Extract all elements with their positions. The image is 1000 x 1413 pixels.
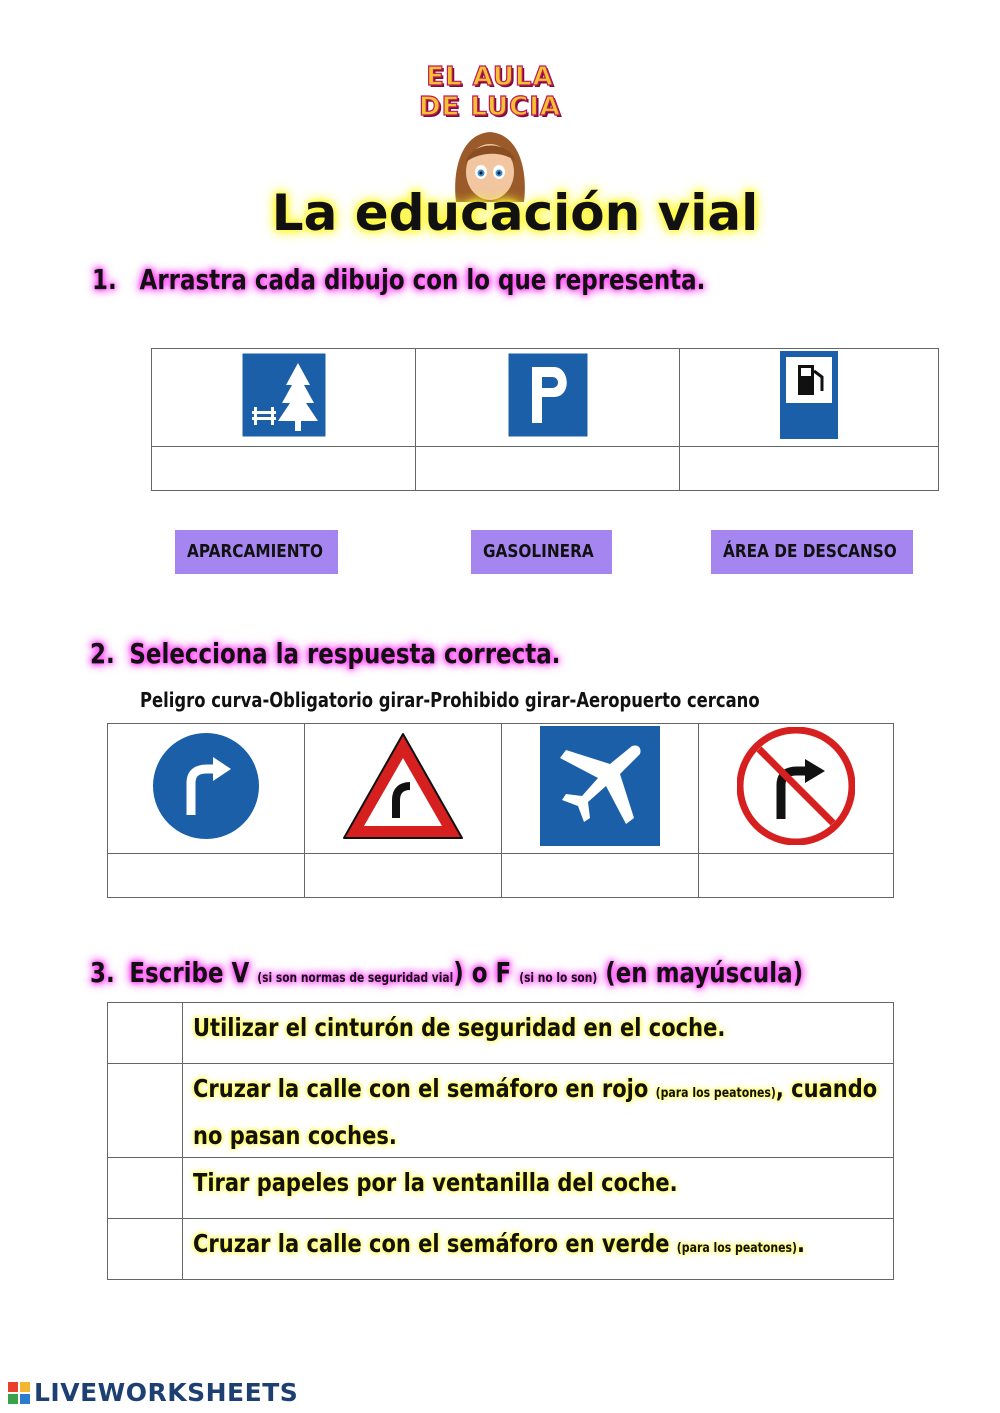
- statement-text: Tirar papeles por la ventanilla del coche.: [193, 1168, 678, 1197]
- section-1-title: [92, 262, 705, 298]
- section-3-title: [90, 955, 803, 997]
- true-false-table: [107, 1002, 894, 1280]
- statement-cell: [183, 1003, 894, 1064]
- section-2-text: Selecciona la respuesta correcta.: [129, 637, 561, 670]
- rest-area-sign-icon: [240, 351, 328, 439]
- answer-input[interactable]: [108, 1158, 183, 1219]
- option-chip-area-de-descanso[interactable]: ÁREA DE DESCANSO: [711, 530, 913, 574]
- sign-table-1: [151, 348, 939, 491]
- sign-cell: [502, 724, 699, 854]
- answer-cell[interactable]: [416, 447, 680, 491]
- section-3-note-b: (si no lo son): [519, 971, 598, 986]
- sign-cell: [416, 349, 680, 447]
- statement-tail: , cuando no pasan coches.: [193, 1074, 878, 1150]
- sign-table-2: [107, 723, 894, 898]
- statement-tail: .: [797, 1229, 806, 1258]
- logo-text: [400, 62, 580, 122]
- dangerous-curve-sign-icon: [338, 728, 468, 844]
- answer-input[interactable]: [108, 1003, 183, 1064]
- page-title: La educación vial: [271, 184, 759, 242]
- statement-text: Utilizar el cinturón de seguridad en el coche.: [193, 1013, 726, 1042]
- parking-sign-icon: [506, 351, 590, 439]
- sign-cell: [108, 724, 305, 854]
- section-1-number: 1.: [92, 263, 117, 296]
- option-chip-gasolinera[interactable]: GASOLINERA: [471, 530, 612, 574]
- section-3-text-c: (en mayúscula): [605, 956, 804, 989]
- gas-station-sign-icon: [778, 349, 840, 441]
- section-2-number: 2.: [90, 637, 115, 670]
- statement-note: (para los peatones): [676, 1241, 798, 1256]
- section-3-number: 3.: [90, 956, 115, 989]
- section-3-text-a: Escribe V: [129, 956, 250, 989]
- logo-line-1: EL AULA: [426, 62, 554, 92]
- statement-text: Cruzar la calle con el semáforo en rojo: [193, 1074, 649, 1103]
- answer-cell[interactable]: [680, 447, 939, 491]
- sign-cell: [152, 349, 416, 447]
- sign-cell: [680, 349, 939, 447]
- answer-input[interactable]: [108, 1219, 183, 1280]
- section-3-note-a: (si son normas de seguridad vial: [257, 971, 454, 986]
- answer-select[interactable]: [108, 854, 305, 898]
- footer-brand: LIVEWORKSHEETS: [34, 1378, 299, 1407]
- answer-select[interactable]: [502, 854, 699, 898]
- mandatory-turn-right-sign-icon: [147, 727, 265, 845]
- liveworksheets-logo-icon: [8, 1382, 30, 1404]
- statement-note: (para los peatones): [655, 1086, 776, 1101]
- statement-text: Cruzar la calle con el semáforo en verde: [193, 1229, 670, 1258]
- section-2-title: [90, 636, 560, 672]
- statement-cell: [183, 1064, 894, 1158]
- option-chip-aparcamiento[interactable]: APARCAMIENTO: [175, 530, 338, 574]
- sign-cell: [699, 724, 894, 854]
- section-3-text-b: ) o F: [453, 956, 512, 989]
- logo-line-2: DE LUCIA: [418, 92, 562, 122]
- answer-options-line: Peligro curva-Obligatorio girar-Prohibido girar-Aeropuerto cercano: [140, 688, 760, 712]
- answer-select[interactable]: [699, 854, 894, 898]
- answer-input[interactable]: [108, 1064, 183, 1158]
- answer-cell[interactable]: [152, 447, 416, 491]
- statement-cell: [183, 1158, 894, 1219]
- airport-sign-icon: [540, 726, 660, 846]
- no-right-turn-sign-icon: [737, 727, 855, 845]
- section-1-text: Arrastra cada dibujo con lo que representa.: [139, 263, 706, 296]
- answer-select[interactable]: [305, 854, 502, 898]
- sign-cell: [305, 724, 502, 854]
- statement-cell: [183, 1219, 894, 1280]
